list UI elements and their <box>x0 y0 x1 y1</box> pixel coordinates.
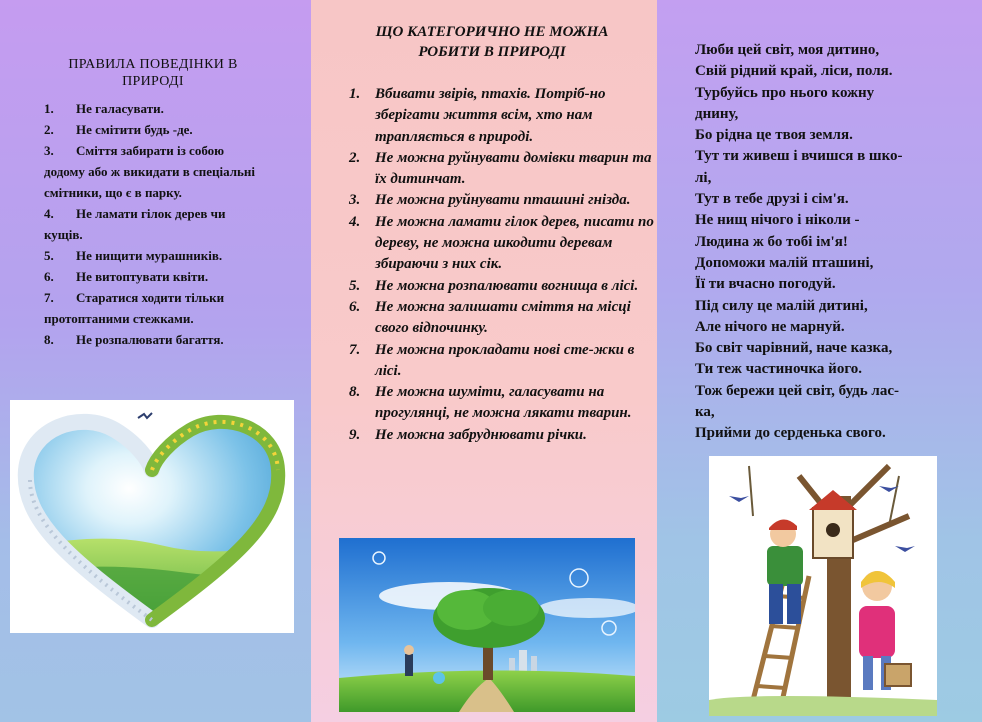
prohibition-item: 3. Не можна руйнувати пташині гнізда. <box>349 192 631 209</box>
poem-line: днину, <box>695 105 739 122</box>
prohibition-item: 6. Не можна залишати сміття на місці свого відпочинку. <box>349 298 631 337</box>
poem-line: Тут ти живеш і вчишся в шко- <box>695 148 903 165</box>
children-birdhouse-image <box>709 456 937 716</box>
poem-line: Допоможи малій пташині, <box>695 254 874 271</box>
poem-line: Не нищ нічого і ніколи - <box>695 212 860 229</box>
rule-item: 1. Не галасувати. <box>44 101 164 116</box>
poem-line: Бо рідна це твоя земля. <box>695 127 853 144</box>
prohibitions-title: ЩО КАТЕГОРИЧНО НЕ МОЖНА РОБИТИ В ПРИРОДІ <box>375 24 609 60</box>
tree-meadow-image <box>339 538 635 712</box>
prohibition-item: 8. Не можна шуміти, галасувати на прогулянці, не можна лякати тварин. <box>349 384 632 422</box>
behavior-rules-list <box>44 98 266 350</box>
behavior-rules-title: ПРАВИЛА ПОВЕДІНКИ В ПРИРОДІ <box>68 57 238 89</box>
prohibition-item: 4. Не можна ламати гілок дерев, писати по дереву, не можна шкодити деревам збираючи з них сік. <box>349 213 654 273</box>
rule-item: 3. Сміття забирати із собою додому або ж викидати в спеціальні смітники, що є в парку. <box>44 143 256 200</box>
poem-line: Люби цей світ, моя дитино, <box>695 42 880 58</box>
middle-panel <box>311 0 657 722</box>
prohibitions-list <box>349 84 655 446</box>
poem-line: Людина ж бо тобі ім'я! <box>695 233 848 250</box>
prohibition-item: 5. Не можна розпалювати вогнища в лісі. <box>349 277 639 294</box>
rule-item: 4. Не ламати гілок дерев чи кущів. <box>44 206 226 242</box>
rule-item: 2. Не смітити будь -де. <box>44 122 193 137</box>
poem-line: Але нічого не марнуй. <box>695 318 845 335</box>
prohibition-item: 1. Вбивати звірів, птахів. Потріб-но зберігати життя всім, хто нам трапляється в природі. <box>349 86 606 145</box>
prohibition-item: 7. Не можна прокладати нові сте-жки в лісі. <box>349 341 635 379</box>
poem <box>695 40 975 445</box>
rule-item: 8. Не розпалювати багаття. <box>44 332 224 347</box>
poem-line: Ти теж частиночка його. <box>695 361 863 378</box>
poem-line: ка, <box>695 404 715 421</box>
heart-nature-image <box>10 400 294 633</box>
left-panel <box>0 0 311 722</box>
rule-item: 7. Старатися ходити тільки протоптаними стежками. <box>44 290 225 326</box>
rule-item: 5. Не нищити мурашників. <box>44 248 223 263</box>
poem-line: Тож бережи цей світ, будь лас- <box>695 382 899 399</box>
poem-line: Під силу це малій дитині, <box>695 297 868 314</box>
prohibition-item: 2. Не можна руйнувати домівки тварин та їх дитинчат. <box>349 149 652 188</box>
prohibition-item: 9. Не можна забруднювати річки. <box>349 426 587 443</box>
poem-line: Прийми до серденька свого. <box>695 425 886 442</box>
poem-line: Тут в тебе друзі і сім'я. <box>695 191 849 208</box>
poem-line: Її ти вчасно погодуй. <box>695 276 836 293</box>
rule-item: 6. Не витоптувати квіти. <box>44 269 209 284</box>
poem-line: Бо світ чарівний, наче казка, <box>695 340 893 357</box>
right-panel <box>657 0 982 722</box>
poem-line: Свій рідний край, ліси, поля. <box>695 63 893 80</box>
poem-line: Турбуйсь про нього кожну <box>695 84 875 101</box>
poem-line: лі, <box>695 169 712 186</box>
